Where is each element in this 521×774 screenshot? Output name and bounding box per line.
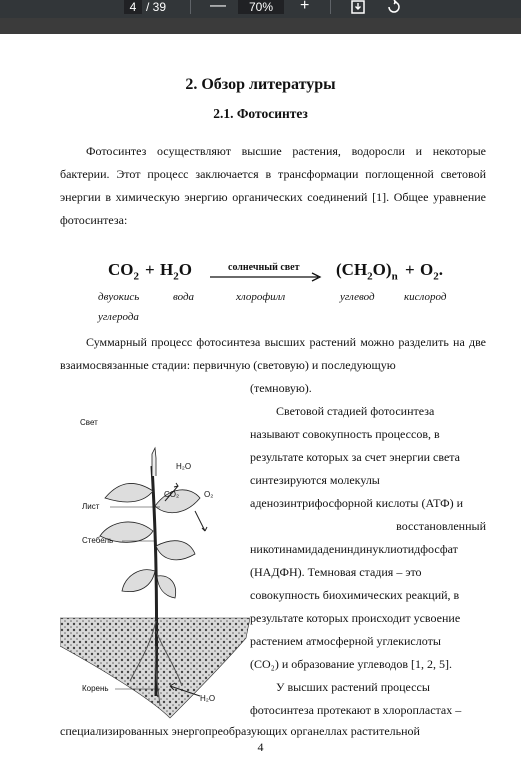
paragraph-intro: Фотосинтез осуществляют высшие растения, водоросли и некоторые бактерии. Этот процесс заключается в трансформации поглощенной световой энергии в химическую энергию органических соединений [1]. Общее уравнение фотосинтеза: [60,144,486,227]
eq-co2: $CO_2$ [108,260,139,283]
paragraph-stages-cont: (темновую). [250,381,312,395]
label-carbohydrate: углевод [340,291,375,303]
label-co2: CO₂ [164,490,180,499]
page-number-input[interactable]: 4 [124,0,142,14]
text-line: У высших растений процессы [276,680,430,694]
subsection-heading: 2.1. Фотосинтез [213,106,308,121]
pdf-toolbar [0,0,521,18]
plant-diagram [60,406,250,726]
label-co2-line2: углерода [98,311,139,323]
label-water: вода [173,291,195,303]
page-total: / 39 [146,0,167,14]
label-h2o-bottom: H₂O [200,694,216,703]
eq-arrow-label: солнечный свет [228,262,300,273]
leaf-shape [122,570,155,592]
bud-shape [152,448,156,476]
text-line: фотосинтеза протекают в хлоропластах – [250,703,462,717]
text-line: называют совокупность процессов, в [250,427,440,441]
label-chlorophyll: хлорофилл [236,291,286,303]
toolbar-divider [190,0,191,14]
eq-plus-1: + [145,260,155,279]
zoom-out-button[interactable]: — [210,0,226,14]
label-light: Свет [80,418,98,427]
pdf-page [0,34,521,774]
zoom-level-input[interactable]: 70% [238,0,284,14]
text-line: (СО₂) и образование углеводов [1, 2, 5]. [250,657,453,671]
arrowhead-icon [174,483,178,487]
eq-oxygen: $O_2$. [420,260,443,283]
text-line: Световой стадией фотосинтеза [276,404,435,418]
text-line: восстановленный [396,519,486,533]
fit-page-icon[interactable] [350,0,366,14]
rotate-icon[interactable] [386,0,402,14]
paragraph-stages: Суммарный процесс фотосинтеза высших растений можно разделить на две взаимосвязанные стадии: первичную (световую) и последующую [60,335,486,372]
text-line: синтезируются молекулы [250,473,380,487]
text-line: результате которых за счет энергии света [250,450,461,464]
eq-h2o: $H_2O$ [160,260,192,283]
toolbar-divider-2 [330,0,331,14]
page-number: 4 [257,740,264,754]
section-heading: 2. Обзор литературы [185,76,336,93]
zoom-in-button[interactable]: + [300,0,310,14]
label-co2: двуокись [98,291,140,303]
leaf-shape [157,576,176,598]
eq-carbohydrate: $(CH_2O)_n$ [336,260,398,283]
label-stem: Стебель [82,536,114,545]
text-line: результате которых происходит усвоение [250,611,461,625]
text-line: никотинамидадениндинуклиотидфосфат [250,542,458,556]
label-h2o-top: H₂O [176,462,192,471]
text-line: (НАДФН). Темновая стадия – это [250,565,422,579]
leaf-shape [105,483,153,502]
label-root: Корень [82,684,109,693]
label-oxygen: кислород [404,291,447,303]
leaf-shape [156,541,195,560]
eq-plus-2: + [405,260,415,279]
label-o2: O₂ [204,490,214,499]
paragraph-last-line: специализированных энергопреобразующих органеллах растительной [60,724,420,738]
text-line: совокупность биохимических реакций, в [250,588,460,602]
label-leaf: Лист [82,502,100,511]
reaction-arrow-icon [210,272,322,282]
text-line: аденозинтрифосфорной кислоты (АТФ) и [250,496,464,510]
text-line: растением атмосферной углекислоты [250,634,441,648]
